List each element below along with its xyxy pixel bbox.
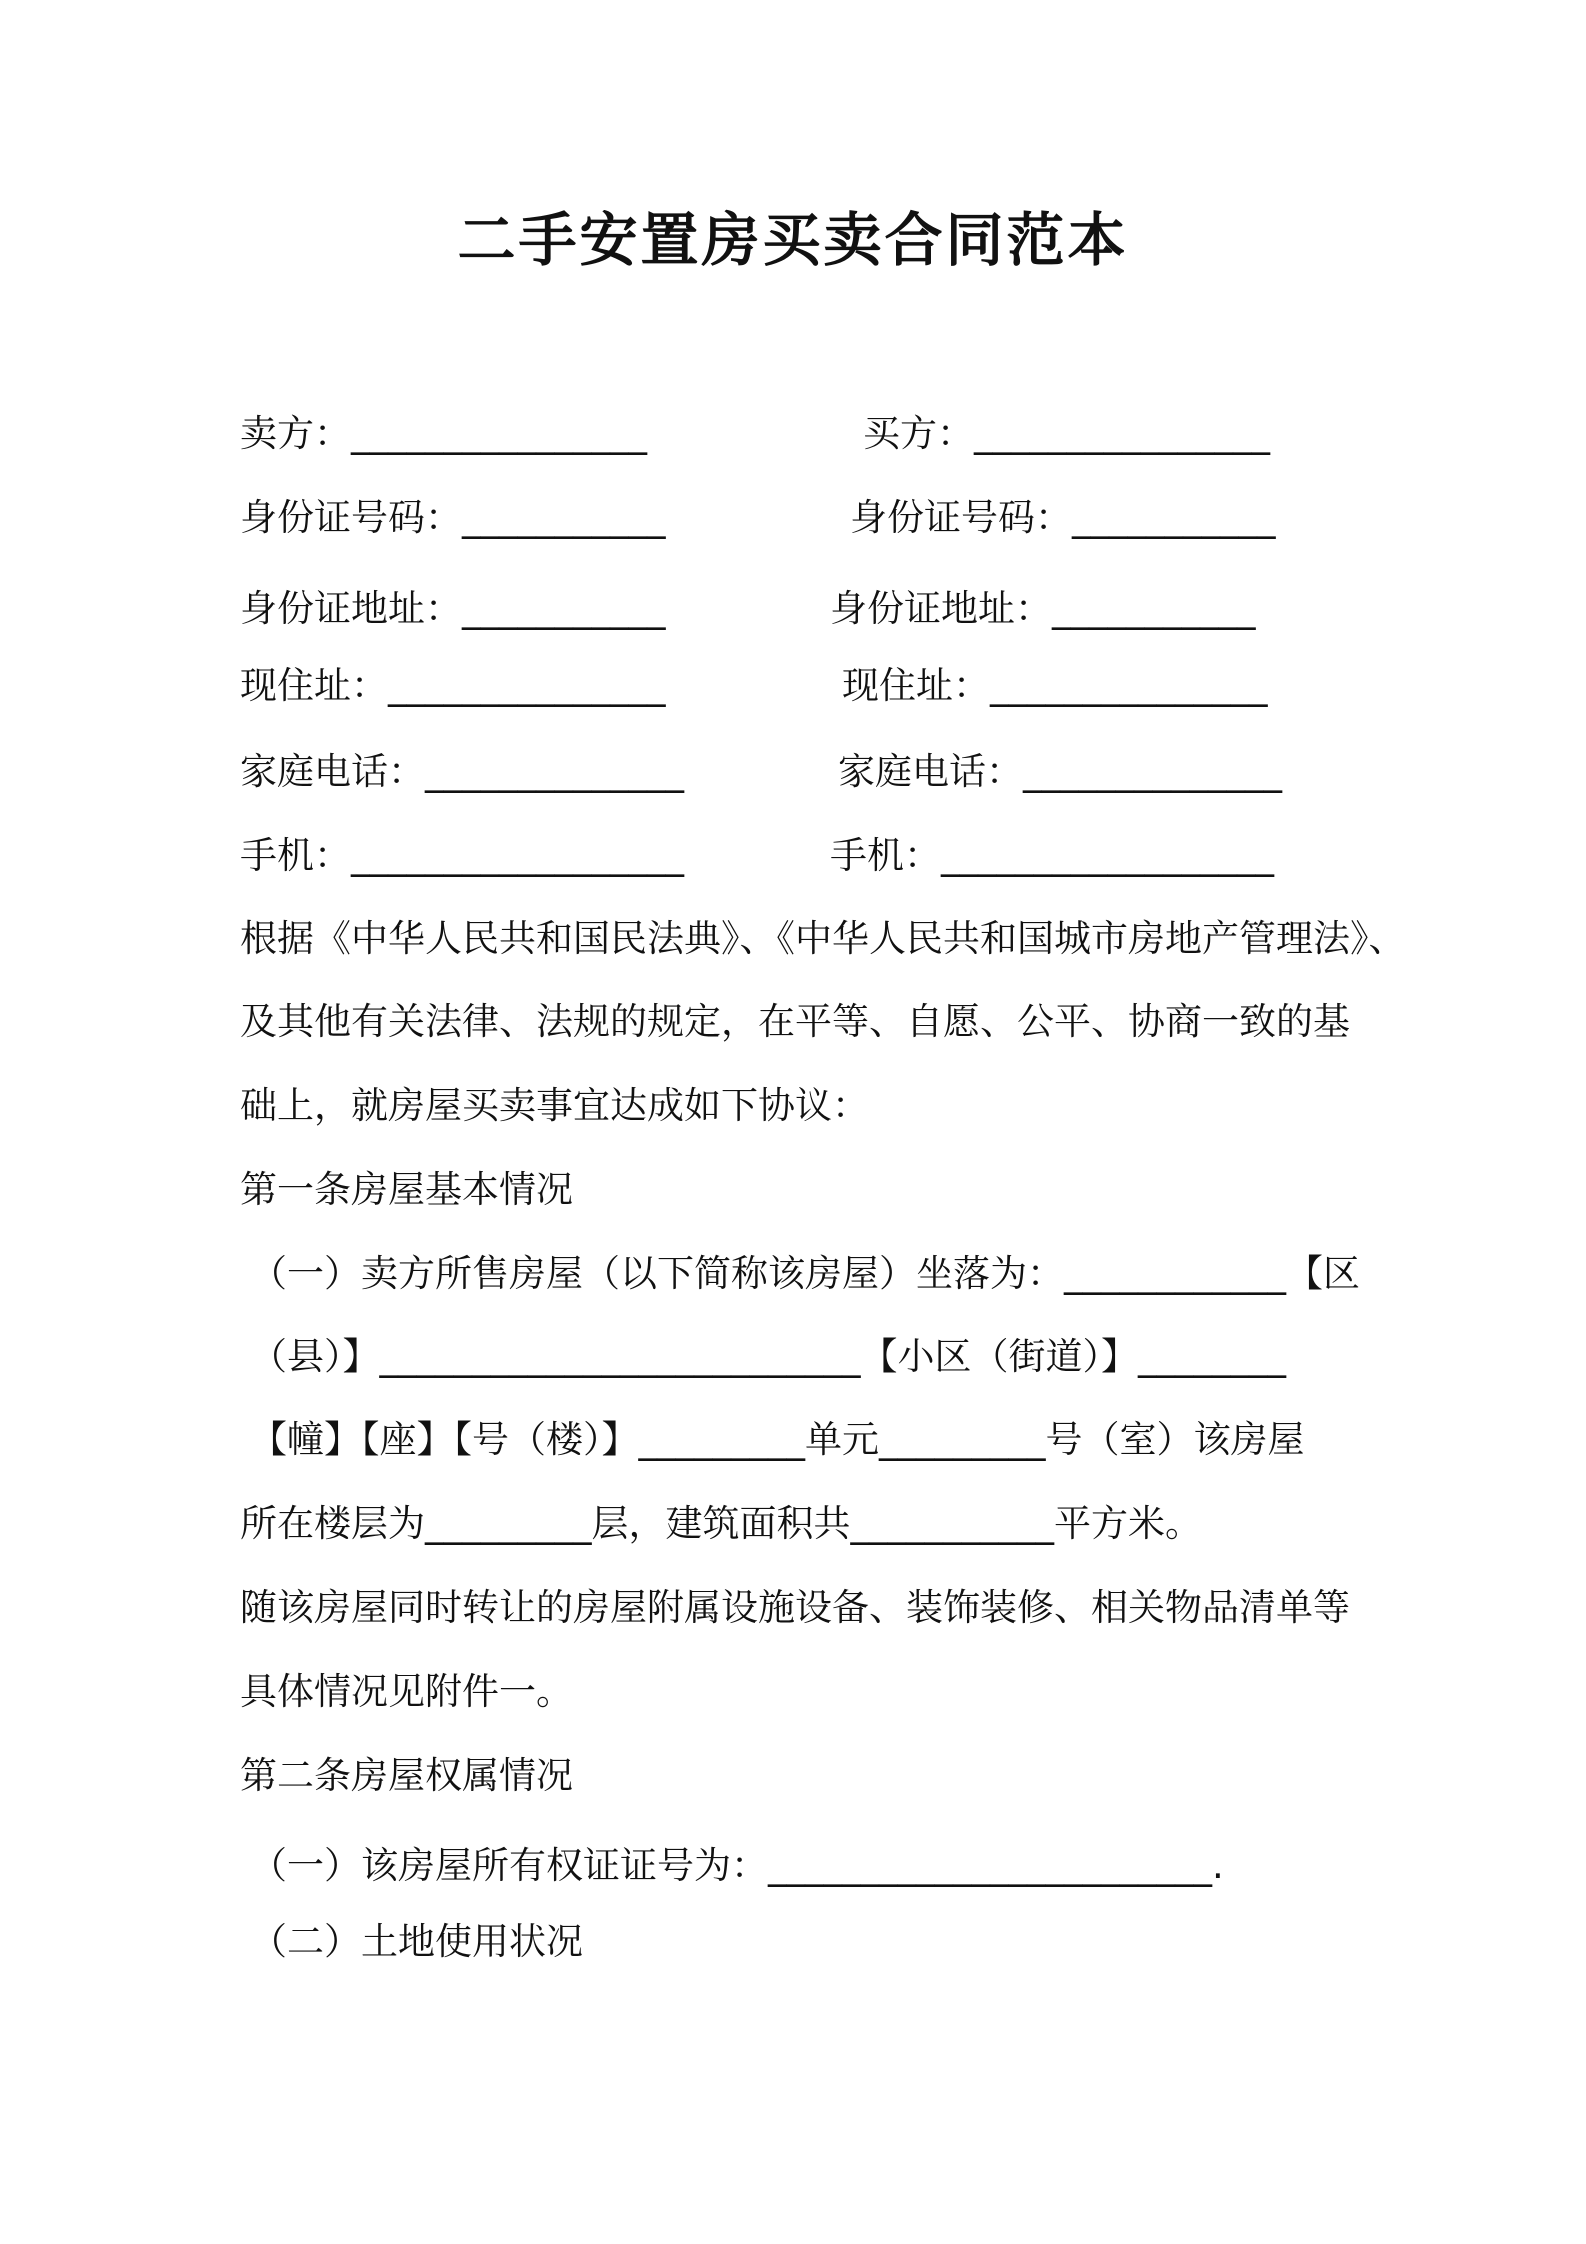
- seller-home-phone-field: 家庭电话：______________: [240, 750, 684, 793]
- buyer-mobile-field: 手机：__________________: [830, 834, 1274, 877]
- body-line: 【幢】【座】【号（楼）】_________单元_________号（室）该房屋: [250, 1418, 1305, 1461]
- article-heading: 第二条房屋权属情况: [240, 1754, 573, 1797]
- seller-mobile-field: 手机：__________________: [240, 834, 684, 877]
- buyer-id-address-field: 身份证地址：___________: [830, 587, 1256, 630]
- buyer-id-number-field: 身份证号码：___________: [850, 496, 1276, 539]
- article-heading: 第一条房屋基本情况: [240, 1168, 573, 1211]
- seller-name-field: 卖方：________________: [240, 412, 647, 455]
- body-line: 随该房屋同时转让的房屋附属设施设备、装饰装修、相关物品清单等: [240, 1586, 1350, 1629]
- buyer-home-phone-field: 家庭电话：______________: [838, 750, 1282, 793]
- body-line: 础上，就房屋买卖事宜达成如下协议：: [240, 1084, 869, 1127]
- body-line: （县）】__________________________【小区（街道）】________: [250, 1335, 1286, 1378]
- body-line: 所在楼层为_________层，建筑面积共___________平方米。: [240, 1502, 1202, 1545]
- body-line: 具体情况见附件一。: [240, 1670, 573, 1713]
- body-line: （二）土地使用状况: [250, 1920, 583, 1963]
- body-line: 及其他有关法律、法规的规定，在平等、自愿、公平、协商一致的基: [240, 1000, 1350, 1043]
- seller-id-address-field: 身份证地址：___________: [240, 587, 666, 630]
- buyer-name-field: 买方：________________: [863, 412, 1270, 455]
- body-line: 根据《中华人民共和国民法典》、《中华人民共和国城市房地产管理法》、: [240, 917, 1406, 960]
- body-line: （一）该房屋所有权证证号为：________________________.: [250, 1844, 1224, 1887]
- seller-current-address-field: 现住址：_______________: [240, 664, 666, 707]
- body-line: （一）卖方所售房屋（以下简称该房屋）坐落为：____________【区: [250, 1252, 1360, 1295]
- seller-id-number-field: 身份证号码：___________: [240, 496, 666, 539]
- document-title: 二手安置房买卖合同范本: [457, 206, 1129, 274]
- buyer-current-address-field: 现住址：_______________: [842, 664, 1268, 707]
